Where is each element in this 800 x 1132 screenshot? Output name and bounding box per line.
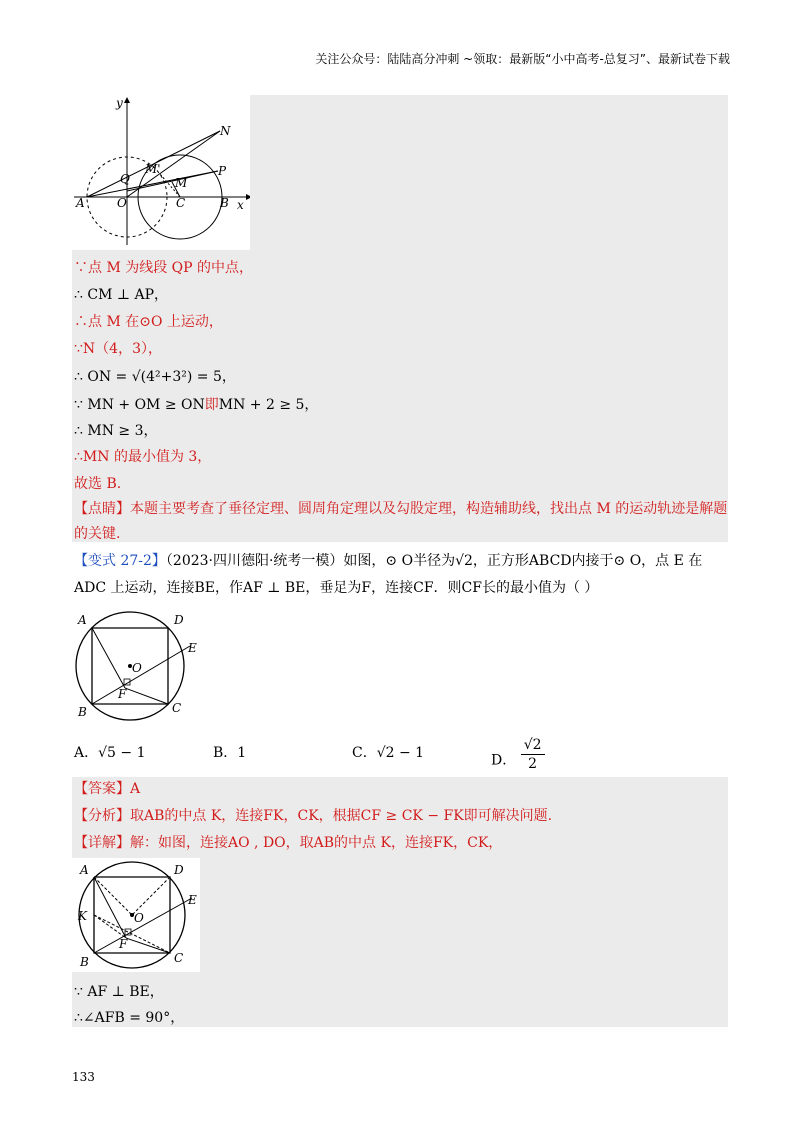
option-a: A．√5 − 1 bbox=[74, 745, 146, 761]
label-M-prime: M' bbox=[145, 162, 161, 176]
xiangjie-line bbox=[74, 833, 502, 853]
problem-text1: （2023·四川德阳·统考一模）如图，⊙ O半径为√2，正方形ABCD内接于⊙ O，点 E 在 bbox=[165, 553, 703, 569]
label-M: M bbox=[175, 176, 188, 190]
label-C: C bbox=[176, 196, 186, 210]
xiangjie-text: 解：如图，连接AO , DO，取AB的中点 K，连接FK，CK， bbox=[130, 835, 503, 851]
dianjing-text1: 本题主要考查了垂径定理、圆周角定理以及勾股定理，构造辅助线，找出点 M 的运动轨迹是解题 bbox=[130, 501, 728, 517]
figure-1-svg bbox=[72, 95, 250, 250]
dianjing-tag: 【点睛】 bbox=[74, 501, 130, 517]
fig3-label-C: C bbox=[174, 951, 184, 965]
label-B: B bbox=[220, 196, 229, 210]
option-d-denominator: 2 bbox=[528, 756, 538, 772]
fig2-label-A: A bbox=[78, 613, 87, 627]
fig3-label-O: O bbox=[134, 911, 144, 925]
fig3-label-D: D bbox=[174, 863, 184, 877]
label-y: y bbox=[116, 96, 123, 110]
solution1-line6 bbox=[74, 395, 318, 415]
fig3-label-K: K bbox=[78, 909, 87, 923]
fig2-label-E: E bbox=[188, 641, 197, 655]
solution1-line2: ∴ CM ⊥ AP， bbox=[74, 287, 169, 303]
figure-square-in-circle bbox=[72, 608, 212, 722]
solution1-line5: ∴ ON = √(4²+3²) = 5， bbox=[74, 369, 236, 385]
option-d bbox=[491, 737, 545, 779]
xiangjie-tag: 【详解】 bbox=[74, 835, 130, 851]
solution1-line6-c: MN + 2 ≥ 5， bbox=[218, 397, 319, 413]
figure-2-svg bbox=[72, 608, 212, 722]
figure-coordinate-circles bbox=[72, 95, 250, 250]
label-O: O bbox=[117, 196, 127, 210]
answer-line bbox=[74, 779, 140, 799]
problem-line1 bbox=[74, 551, 702, 571]
solution2-line2: ∴∠AFB = 90°， bbox=[74, 1010, 185, 1026]
fenxi-tag: 【分析】 bbox=[74, 808, 130, 824]
page-number: 133 bbox=[72, 1070, 95, 1084]
fenxi-line bbox=[74, 806, 552, 826]
page-header: 关注公众号：陆陆高分冲刺 ~领取：最新版“小中高考-总复习”、最新试卷下载 bbox=[315, 52, 730, 66]
fig3-label-B: B bbox=[80, 955, 89, 969]
solution1-line4: ∵N（4，3）， bbox=[74, 341, 162, 357]
option-d-prefix: D． bbox=[491, 752, 517, 769]
fig2-label-F: F bbox=[118, 687, 127, 701]
option-d-numerator: √2 bbox=[521, 736, 545, 755]
option-b: B．1 bbox=[213, 745, 247, 761]
label-x: x bbox=[237, 198, 244, 212]
solution1-line8: ∴MN 的最小值为 3， bbox=[74, 449, 212, 465]
solution1-line7: ∴ MN ≥ 3， bbox=[74, 423, 158, 439]
figure-square-in-circle-auxiliary bbox=[72, 858, 200, 972]
solution1-line6-b: 即 bbox=[204, 397, 219, 413]
solution1-line6-a: ∵ MN + OM ≥ ON bbox=[74, 397, 205, 413]
label-Q: Q bbox=[120, 172, 130, 186]
solution1-line9: 故选 B. bbox=[74, 476, 122, 492]
problem-line2: ADC 上运动，连接BE，作AF ⊥ BE，垂足为F，连接CF．则CF长的最小值为（ ） bbox=[74, 580, 599, 596]
fenxi-text: 取AB的中点 K，连接FK，CK，根据CF ≥ CK − FK即可解决问题. bbox=[130, 808, 553, 824]
option-d-fraction bbox=[521, 736, 545, 773]
label-N: N bbox=[220, 124, 231, 138]
daan-value: A bbox=[130, 781, 141, 797]
solution1-line1: ∵点 M 为线段 QP 的中点， bbox=[74, 260, 254, 276]
figure-3-svg bbox=[72, 858, 200, 972]
label-P: P bbox=[218, 164, 227, 178]
dianjing-line1 bbox=[74, 499, 727, 519]
option-c: C．√2 − 1 bbox=[352, 745, 425, 761]
solution2-line1: ∵ AF ⊥ BE， bbox=[74, 984, 164, 1000]
fig2-label-C: C bbox=[172, 701, 182, 715]
fig2-label-D: D bbox=[174, 613, 184, 627]
fig3-label-F: F bbox=[119, 937, 128, 951]
label-A: A bbox=[76, 196, 85, 210]
daan-tag: 【答案】 bbox=[74, 781, 130, 797]
fig3-label-A: A bbox=[80, 863, 89, 877]
solution1-line3: ∴点 M 在⊙O 上运动， bbox=[74, 314, 223, 330]
fig3-label-E: E bbox=[188, 893, 197, 907]
problem-tag: 【变式 27-2】 bbox=[74, 553, 166, 569]
fig2-label-B: B bbox=[78, 705, 87, 719]
dianjing-line2: 的关键. bbox=[74, 526, 121, 542]
fig2-label-O: O bbox=[132, 661, 142, 675]
